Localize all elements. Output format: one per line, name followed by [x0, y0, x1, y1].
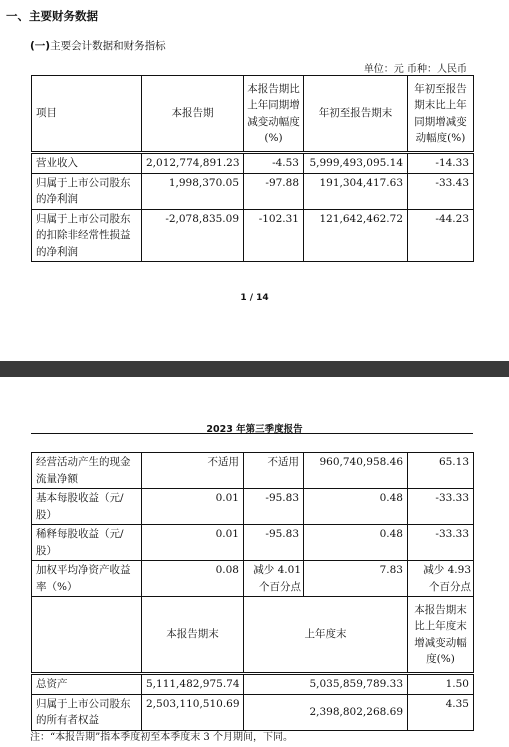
value-cell: 0.48 [304, 525, 408, 561]
page-break-bar [0, 361, 509, 377]
value-cell: -44.23 [408, 209, 474, 262]
row-label: 基本每股收益（元/股） [32, 489, 142, 525]
row-label: 经营活动产生的现金流量净额 [32, 453, 142, 489]
page-number: 1 / 14 [240, 293, 269, 303]
header-cell: 上年度末 [244, 597, 408, 674]
value-cell: 960,740,958.46 [304, 453, 408, 489]
table-row [32, 674, 474, 695]
header-cell: 年初至报告期末比上年同期增减变动幅度(%) [408, 76, 474, 153]
header-cell: 本报告期末比上年度末增减变动幅度(%) [408, 597, 474, 674]
header-cell [32, 597, 142, 674]
value-cell: 0.01 [142, 525, 244, 561]
table-row [32, 694, 474, 730]
table-row [32, 209, 474, 262]
value-cell: 4.35 [408, 694, 474, 730]
value-cell: 5,999,493,095.14 [304, 153, 408, 174]
row-label: 总资产 [32, 674, 142, 695]
value-cell: 7.83 [304, 561, 408, 597]
table-row [32, 173, 474, 209]
value-cell: 5,111,482,975.74 [142, 674, 244, 695]
financial-table-1 [31, 75, 474, 262]
value-cell: 2,012,774,891.23 [142, 153, 244, 174]
header-cell: 本报告期比上年同期增减变动幅度(%) [244, 76, 304, 153]
value-cell: 0.48 [304, 489, 408, 525]
table-row [32, 525, 474, 561]
value-cell: 2,398,802,268.69 [244, 694, 408, 730]
row-label: 归属于上市公司股东的净利润 [32, 173, 142, 209]
section-title: 一、主要财务数据 [6, 9, 98, 23]
value-cell: 不适用 [142, 453, 244, 489]
unit-currency-line: 单位：元 币种：人民币 [363, 64, 467, 75]
row-label: 归属于上市公司股东的扣除非经常性损益的净利润 [32, 209, 142, 262]
value-cell: -95.83 [244, 489, 304, 525]
value-cell: 1,998,370.05 [142, 173, 244, 209]
table-row [32, 489, 474, 525]
financial-table-2 [31, 452, 474, 731]
header-cell: 本报告期 [142, 76, 244, 153]
sub-header-row [32, 597, 474, 674]
value-cell: -33.33 [408, 525, 474, 561]
value-cell: 不适用 [244, 453, 304, 489]
header-cell: 年初至报告期末 [304, 76, 408, 153]
row-label: 加权平均净资产收益率（%） [32, 561, 142, 597]
value-cell: 121,642,462.72 [304, 209, 408, 262]
table-row [32, 453, 474, 489]
value-cell: -95.83 [244, 525, 304, 561]
value-cell: 5,035,859,789.33 [244, 674, 408, 695]
row-label: 归属于上市公司股东的所有者权益 [32, 694, 142, 730]
value-cell: 65.13 [408, 453, 474, 489]
value-cell: 1.50 [408, 674, 474, 695]
row-label: 稀释每股收益（元/股） [32, 525, 142, 561]
page-running-header: 2023 年第三季度报告 [206, 424, 303, 435]
header-cell: 本报告期末 [142, 597, 244, 674]
value-cell: 191,304,417.63 [304, 173, 408, 209]
subsection-prefix: (一) [30, 40, 51, 52]
table-row [32, 153, 474, 174]
header-cell: 项目 [32, 76, 142, 153]
value-cell: -4.53 [244, 153, 304, 174]
subsection-text: 主要会计数据和财务指标 [50, 40, 166, 52]
value-cell: -97.88 [244, 173, 304, 209]
value-cell: -33.43 [408, 173, 474, 209]
value-cell: 0.08 [142, 561, 244, 597]
subsection-title [30, 38, 166, 53]
value-cell: 2,503,110,510.69 [142, 694, 244, 730]
value-cell: 减少 4.93 个百分点 [408, 561, 474, 597]
value-cell: -2,078,835.09 [142, 209, 244, 262]
row-label: 营业收入 [32, 153, 142, 174]
value-cell: 0.01 [142, 489, 244, 525]
table-row [32, 561, 474, 597]
header-rule [31, 433, 473, 434]
footnote: 注：“本报告期”指本季度初至本季度末 3 个月期间，下同。 [30, 732, 293, 743]
value-cell: -33.33 [408, 489, 474, 525]
table-header-row [32, 76, 474, 153]
value-cell: -14.33 [408, 153, 474, 174]
value-cell: 减少 4.01 个百分点 [244, 561, 304, 597]
value-cell: -102.31 [244, 209, 304, 262]
